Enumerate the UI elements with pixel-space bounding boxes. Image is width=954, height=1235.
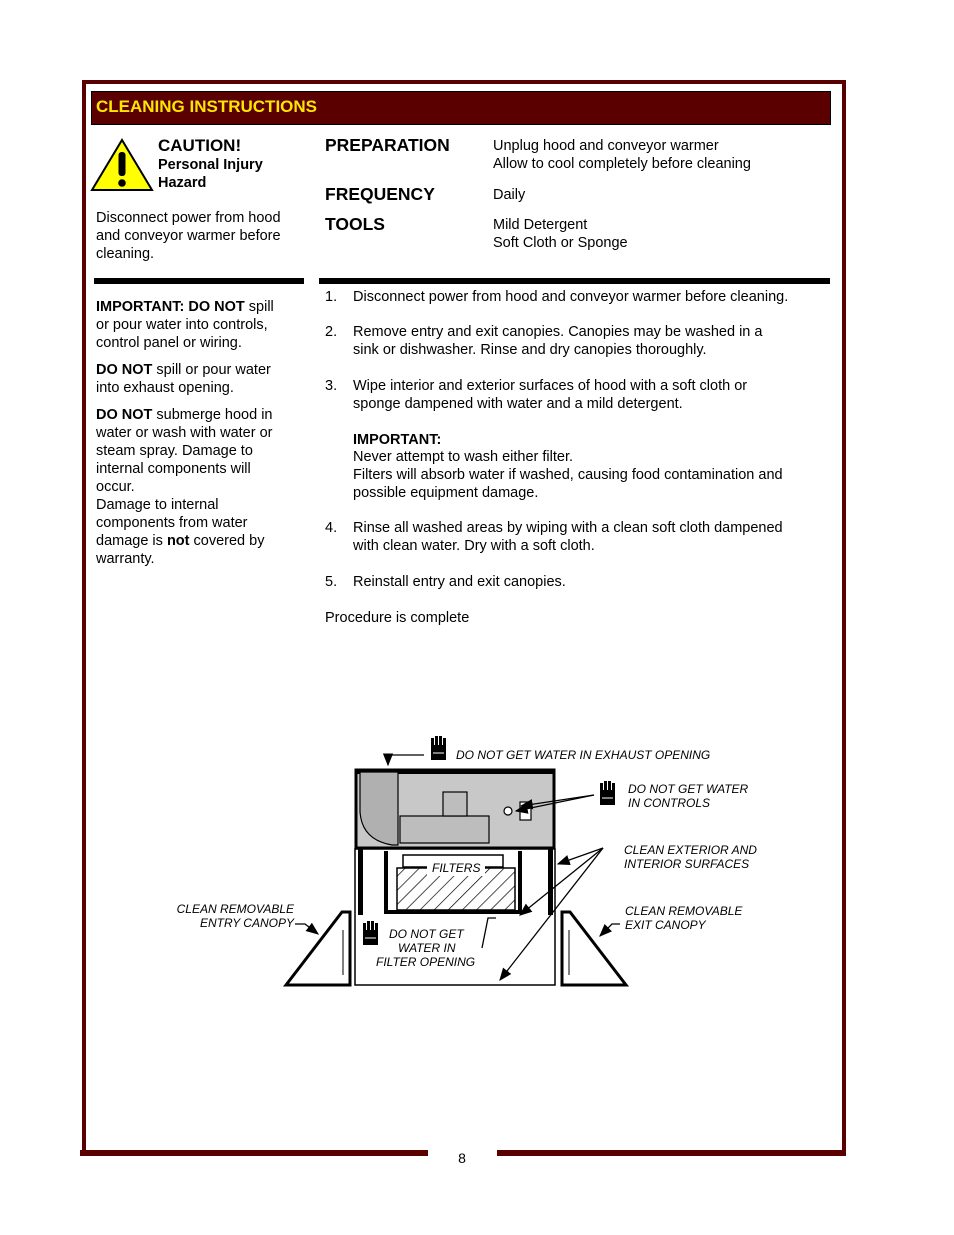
warning-3-rest: submerge hood in bbox=[152, 407, 273, 423]
warning-3-last-b: covered by bbox=[189, 533, 265, 549]
preparation-line-1: Unplug hood and conveyor warmer bbox=[493, 138, 719, 154]
diagram-label-filter-3: FILTER OPENING bbox=[376, 955, 476, 969]
warning-1-line-2: or pour water into controls, bbox=[96, 317, 268, 333]
filters-label: FILTERS bbox=[432, 861, 481, 875]
warning-3-line-6: Damage to internal bbox=[96, 497, 219, 513]
warning-3-bold: DO NOT bbox=[96, 407, 153, 423]
caution-text-1: Disconnect power from hood bbox=[96, 210, 281, 226]
step-4-num: 4. bbox=[325, 520, 338, 536]
caution-subtitle-2: Hazard bbox=[158, 175, 207, 191]
warning-3-line-9: warranty. bbox=[96, 551, 155, 567]
frequency-value: Daily bbox=[493, 187, 526, 203]
preparation-line-2: Allow to cool completely before cleaning bbox=[493, 156, 751, 172]
step-5-num: 5. bbox=[325, 574, 338, 590]
step-3-num: 3. bbox=[325, 378, 338, 394]
page-number: 8 bbox=[458, 1150, 466, 1166]
warning-3-line-5: occur. bbox=[96, 479, 135, 495]
warning-3-line-7: components from water bbox=[96, 515, 248, 531]
diagram-label-exhaust: DO NOT GET WATER IN EXHAUST OPENING bbox=[456, 748, 711, 762]
diagram-label-surfaces-1: CLEAN EXTERIOR AND bbox=[624, 843, 757, 857]
entry-canopy bbox=[286, 912, 350, 985]
important-note-line-3: possible equipment damage. bbox=[353, 485, 539, 501]
important-note-line-2: Filters will absorb water if washed, causing food contamination and bbox=[353, 467, 783, 483]
caution-text-3: cleaning. bbox=[96, 246, 155, 262]
step-2-num: 2. bbox=[325, 324, 338, 340]
tools-line-2: Soft Cloth or Sponge bbox=[493, 235, 628, 251]
diagram-label-exit-2: EXIT CANOPY bbox=[625, 918, 706, 932]
caution-text-2: and conveyor warmer before bbox=[96, 228, 281, 244]
step-2-line-1: Remove entry and exit canopies. Canopies may be washed in a bbox=[353, 324, 763, 340]
caution-title: CAUTION! bbox=[158, 136, 242, 155]
frequency-label: FREQUENCY bbox=[325, 184, 435, 204]
warning-3-line-3: steam spray. Damage to bbox=[96, 443, 253, 459]
important-note-title: IMPORTANT: bbox=[353, 432, 442, 448]
tools-line-1: Mild Detergent bbox=[493, 217, 588, 233]
warning-2-bold: DO NOT bbox=[96, 362, 153, 378]
diagram-label-exit-1: CLEAN REMOVABLE bbox=[625, 904, 743, 918]
step-4-line-1: Rinse all washed areas by wiping with a clean soft cloth dampened bbox=[353, 520, 783, 536]
warning-1-bold: IMPORTANT: DO NOT bbox=[96, 299, 245, 315]
diagram-label-surfaces-2: INTERIOR SURFACES bbox=[624, 857, 750, 871]
caution-subtitle-1: Personal Injury bbox=[158, 157, 263, 173]
preparation-label: PREPARATION bbox=[325, 135, 450, 155]
important-note-line-1: Never attempt to wash either filter. bbox=[353, 449, 574, 465]
step-2-line-2: sink or dishwasher. Rinse and dry canopies thoroughly. bbox=[353, 342, 707, 358]
diagram-label-entry-1: CLEAN REMOVABLE bbox=[176, 902, 294, 916]
step-1-num: 1. bbox=[325, 289, 338, 305]
step-1-line-1: Disconnect power from hood and conveyor warmer before cleaning. bbox=[353, 289, 789, 305]
warning-1-line-3: control panel or wiring. bbox=[96, 335, 242, 351]
exit-canopy bbox=[562, 912, 626, 985]
hand-stop-icon-controls bbox=[600, 781, 615, 805]
step-3-line-1: Wipe interior and exterior surfaces of hood with a soft cloth or bbox=[353, 378, 748, 394]
completion-text: Procedure is complete bbox=[325, 610, 470, 626]
step-4-line-2: with clean water. Dry with a soft cloth. bbox=[353, 538, 595, 554]
warning-3-line-2: water or wash with water or bbox=[96, 425, 273, 441]
hand-stop-icon-exhaust bbox=[431, 736, 446, 760]
diagram-label-filter-1: DO NOT GET bbox=[389, 927, 464, 941]
warning-2-line-2: into exhaust opening. bbox=[96, 380, 234, 396]
warning-2-rest: spill or pour water bbox=[152, 362, 271, 378]
warning-3-line-4: internal components will bbox=[96, 461, 251, 477]
warning-1-rest: spill bbox=[244, 299, 274, 315]
step-5-line-1: Reinstall entry and exit canopies. bbox=[353, 574, 566, 590]
page-title: CLEANING INSTRUCTIONS bbox=[96, 97, 317, 116]
tools-label: TOOLS bbox=[325, 214, 385, 234]
diagram-label-controls-1: DO NOT GET WATER bbox=[628, 782, 749, 796]
diagram-label-entry-2: ENTRY CANOPY bbox=[199, 916, 294, 930]
step-3-line-2: sponge dampened with water and a mild detergent. bbox=[353, 396, 683, 412]
warning-3-last-bold: not bbox=[166, 533, 190, 549]
diagram-label-controls-2: IN CONTROLS bbox=[628, 796, 711, 810]
warning-3-last-a: damage is bbox=[96, 533, 167, 549]
diagram-label-filter-2: WATER IN bbox=[398, 941, 456, 955]
